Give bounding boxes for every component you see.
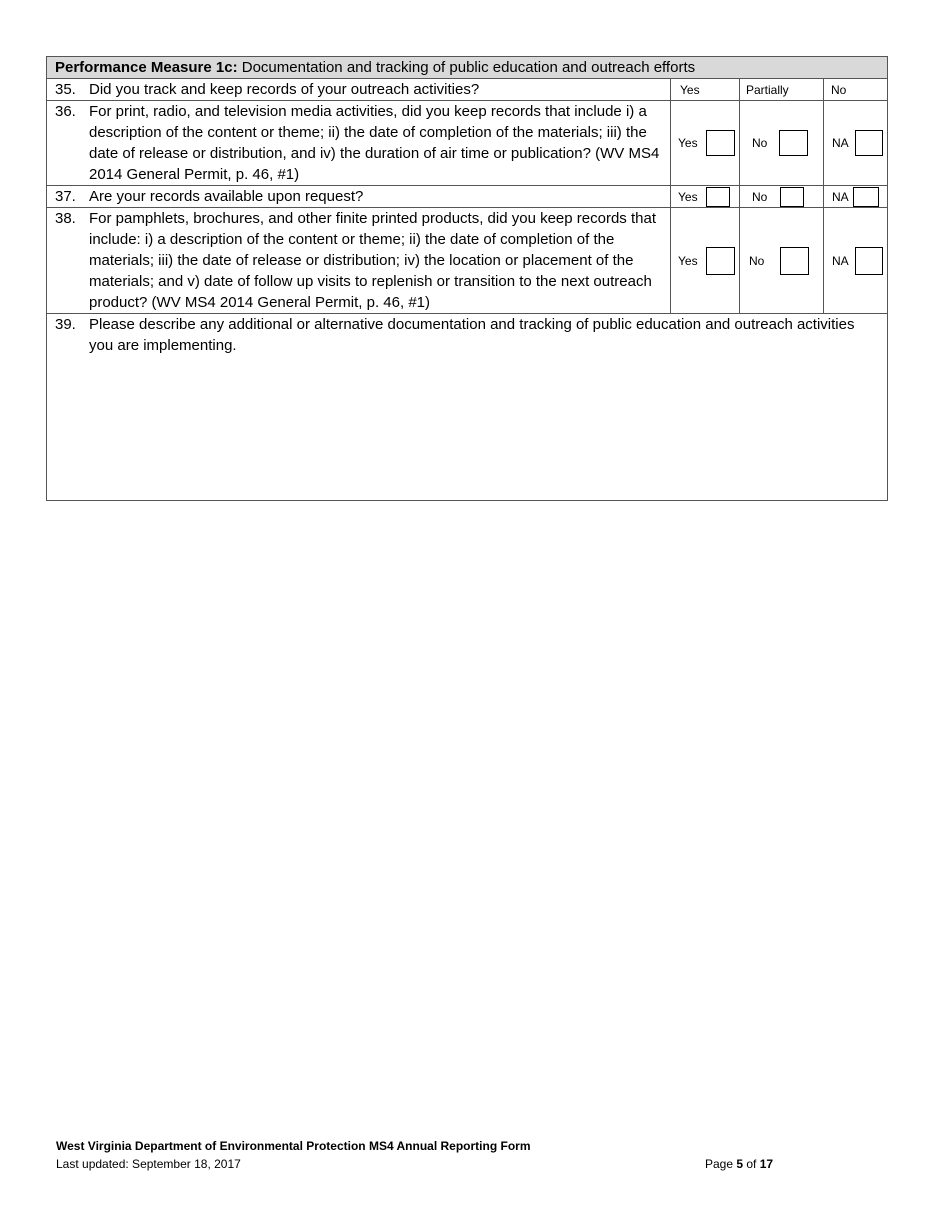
question-text: For pamphlets, brochures, and other finite printed products, did you keep records that include: i) a description of the content or theme; ii) the date of completion of the materials; iii) the date of release or distribution; iv) the location or placement of the materials; and v) date of follow up visits to replenish or transition to the next outreach product? (WV MS4 2014 General Permit, p. 46, #1) bbox=[89, 210, 656, 311]
yes-checkbox[interactable] bbox=[706, 247, 735, 275]
section-header-row bbox=[47, 57, 888, 79]
answer-no-cell bbox=[740, 208, 824, 314]
reporting-form-table bbox=[46, 56, 888, 501]
option-yes-label: Yes bbox=[678, 189, 698, 204]
answer-no-cell bbox=[740, 186, 824, 208]
option-yes-header bbox=[671, 79, 740, 101]
question-text: Are your records available upon request? bbox=[89, 188, 364, 205]
no-checkbox[interactable] bbox=[779, 130, 808, 156]
option-no-label: No bbox=[752, 189, 768, 204]
page-total: 17 bbox=[759, 1157, 774, 1171]
section-header-text: Documentation and tracking of public education and outreach efforts bbox=[237, 59, 696, 76]
question-number: 36. bbox=[55, 103, 76, 120]
answer-na-cell bbox=[824, 101, 888, 186]
answer-yes-cell bbox=[671, 208, 740, 314]
option-na-label: NA bbox=[832, 136, 849, 150]
question-row-38 bbox=[47, 208, 888, 314]
no-checkbox[interactable] bbox=[780, 187, 804, 207]
option-no-label: No bbox=[749, 253, 765, 268]
option-partially-label: Partially bbox=[746, 82, 789, 97]
footer-title: West Virginia Department of Environmental Protection MS4 Annual Reporting Form bbox=[56, 1139, 531, 1153]
section-header bbox=[47, 57, 888, 79]
answer-na-cell bbox=[824, 186, 888, 208]
answer-na-cell bbox=[824, 208, 888, 314]
page-current: 5 bbox=[736, 1157, 744, 1171]
page-prefix: Page bbox=[705, 1157, 737, 1171]
answer-yes-cell bbox=[671, 101, 740, 186]
question-number: 37. bbox=[55, 188, 76, 205]
q39-answer-area[interactable] bbox=[47, 356, 887, 496]
na-checkbox[interactable] bbox=[855, 247, 883, 275]
question-text: For print, radio, and television media activities, did you keep records that include i) a description of the content or theme; ii) the date of completion of the materials; iii) the date of release or distribution, and iv) the duration of air time or publication? (WV MS4 2014 General Permit, p. 46, #1) bbox=[89, 103, 660, 183]
section-header-label: Performance Measure 1c: bbox=[55, 59, 238, 76]
question-row-39 bbox=[47, 314, 888, 501]
question-cell-36 bbox=[47, 101, 671, 186]
question-cell-39[interactable] bbox=[47, 314, 888, 501]
question-number: 39. bbox=[55, 316, 76, 333]
page-of: of bbox=[743, 1157, 760, 1171]
option-yes-label: Yes bbox=[678, 136, 698, 150]
option-yes-label: Yes bbox=[678, 253, 698, 268]
footer-page-number bbox=[705, 1157, 773, 1171]
question-number: 38. bbox=[55, 210, 76, 227]
footer-last-updated: Last updated: September 18, 2017 bbox=[56, 1157, 241, 1171]
option-no-label: No bbox=[831, 82, 847, 97]
question-row-35 bbox=[47, 79, 888, 101]
question-cell-38 bbox=[47, 208, 671, 314]
na-checkbox[interactable] bbox=[855, 130, 883, 156]
question-number: 35. bbox=[55, 81, 76, 98]
option-na-label: NA bbox=[832, 253, 849, 268]
question-row-37 bbox=[47, 186, 888, 208]
answer-yes-cell bbox=[671, 186, 740, 208]
option-na-label: NA bbox=[832, 189, 849, 204]
yes-checkbox[interactable] bbox=[706, 187, 730, 207]
question-cell-35 bbox=[47, 79, 671, 101]
question-cell-37 bbox=[47, 186, 671, 208]
na-checkbox[interactable] bbox=[853, 187, 879, 207]
option-no-label: No bbox=[752, 136, 768, 150]
question-text: Please describe any additional or alternative documentation and tracking of public education and outreach activities you are implementing. bbox=[89, 316, 855, 354]
question-text: Did you track and keep records of your outreach activities? bbox=[89, 81, 480, 98]
option-yes-label: Yes bbox=[680, 82, 700, 97]
yes-checkbox[interactable] bbox=[706, 130, 735, 156]
no-checkbox[interactable] bbox=[780, 247, 809, 275]
answer-no-cell bbox=[740, 101, 824, 186]
question-row-36 bbox=[47, 101, 888, 186]
option-partially-header bbox=[740, 79, 824, 101]
option-no-header bbox=[824, 79, 888, 101]
